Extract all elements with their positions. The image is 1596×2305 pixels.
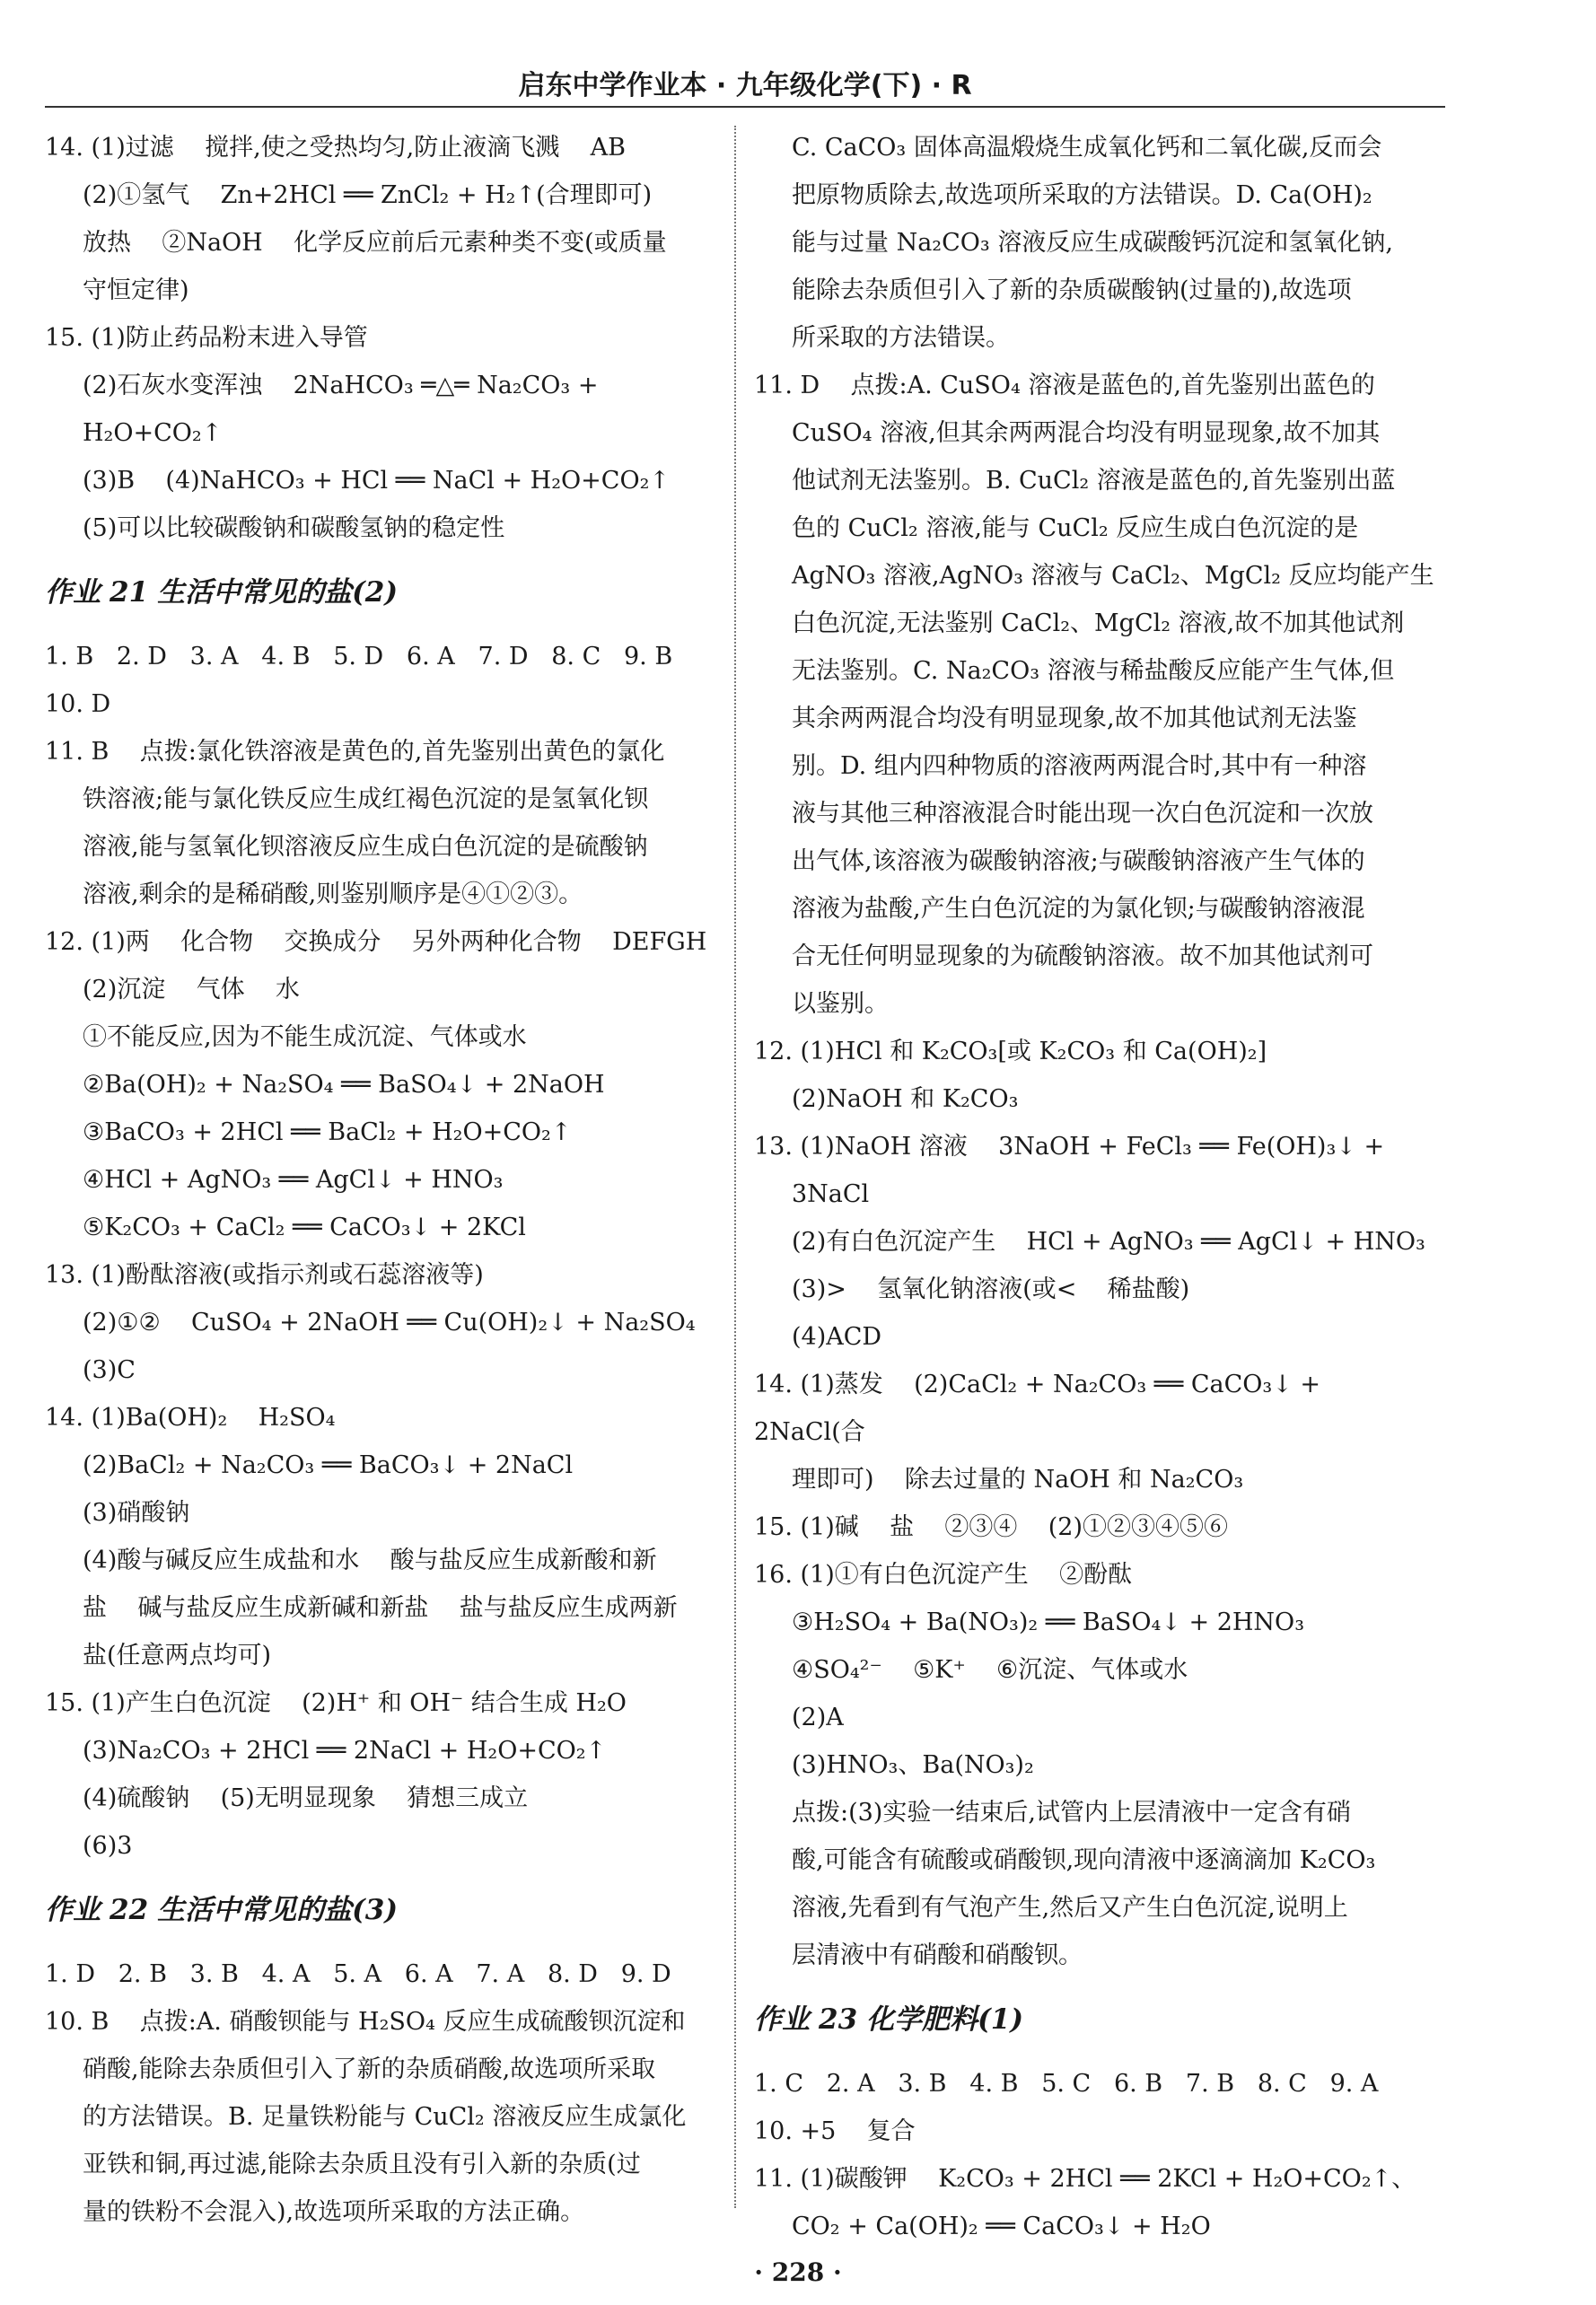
answer-line: 溶液为盐酸,产生白色沉淀的为氯化钡;与碳酸钠溶液混 bbox=[792, 895, 1365, 923]
answer-line: (5)可以比较碳酸钠和碳酸氢钠的稳定性 bbox=[83, 514, 505, 542]
answer-line: 守恒定律) bbox=[83, 276, 189, 304]
answer-line: 12. (1)HCl 和 K₂CO₃[或 K₂CO₃ 和 Ca(OH)₂] bbox=[754, 1038, 1267, 1065]
answer-line: (4)ACD bbox=[792, 1323, 882, 1351]
answer-line: 溶液,先看到有气泡产生,然后又产生白色沉淀,说明上 bbox=[792, 1894, 1348, 1922]
answer-line: 量的铁粉不会混入),故选项所采取的方法正确。 bbox=[83, 2198, 585, 2226]
answer-line: (3)硝酸钠 bbox=[83, 1499, 190, 1527]
answer-line: 溶液,能与氢氧化钡溶液反应生成白色沉淀的是硫酸钠 bbox=[83, 833, 648, 861]
section-number: 21 bbox=[110, 576, 149, 609]
answer-line: 色的 CuCl₂ 溶液,能与 CuCl₂ 反应生成白色沉淀的是 bbox=[792, 514, 1359, 542]
answer-line: (3)B (4)NaHCO₃ + HCl ══ NaCl + H₂O+CO₂↑ bbox=[83, 467, 671, 495]
page-number: · 228 · bbox=[754, 2257, 842, 2287]
answer-line: 1. B 2. D 3. A 4. B 5. D 6. A 7. D 8. C 9. B bbox=[45, 643, 673, 670]
answer-line: (3)> 氢氧化钠溶液(或< 稀盐酸) bbox=[792, 1275, 1190, 1303]
page-header: 启东中学作业本 · 九年级化学(下) · R bbox=[518, 70, 972, 101]
answer-line: ②Ba(OH)₂ + Na₂SO₄ ══ BaSO₄↓ + 2NaOH bbox=[83, 1071, 605, 1099]
answer-line: CuSO₄ 溶液,但其余两两混合均没有明显现象,故不加其 bbox=[792, 419, 1381, 447]
answer-line: 把原物质除去,故选项所采取的方法错误。D. Ca(OH)₂ bbox=[792, 181, 1372, 209]
answer-line: 以鉴别。 bbox=[792, 990, 889, 1018]
answer-line: 无法鉴别。C. Na₂CO₃ 溶液与稀盐酸反应能产生气体,但 bbox=[792, 657, 1395, 685]
answer-line: AgNO₃ 溶液,AgNO₃ 溶液与 CaCl₂、MgCl₂ 反应均能产生 bbox=[792, 562, 1434, 590]
answer-line: (4)酸与碱反应生成盐和水 酸与盐反应生成新酸和新 bbox=[83, 1547, 657, 1574]
section-title: 生活中常见的盐(3) bbox=[157, 1894, 399, 1926]
answer-line: 液与其他三种溶液混合时能出现一次白色沉淀和一次放 bbox=[792, 800, 1373, 828]
answer-line: 点拨:(3)实验一结束后,试管内上层清液中一定含有硝 bbox=[792, 1799, 1351, 1827]
answer-line: 出气体,该溶液为碳酸钠溶液;与碳酸钠溶液产生气体的 bbox=[792, 847, 1365, 875]
answer-line: 盐(任意两点均可) bbox=[83, 1642, 272, 1670]
answer-line: 他试剂无法鉴别。B. CuCl₂ 溶液是蓝色的,首先鉴别出蓝 bbox=[792, 467, 1396, 495]
answer-line: (4)硫酸钠 (5)无明显现象 猜想三成立 bbox=[83, 1784, 529, 1812]
answer-line: 盐 碱与盐反应生成新碱和新盐 盐与盐反应生成两新 bbox=[83, 1594, 678, 1622]
section-number: 22 bbox=[110, 1894, 149, 1926]
answer-line: 15. (1)产生白色沉淀 (2)H⁺ 和 OH⁻ 结合生成 H₂O bbox=[45, 1689, 627, 1717]
section-heading bbox=[754, 1988, 1436, 2051]
answer-line: CO₂ + Ca(OH)₂ ══ CaCO₃↓ + H₂O bbox=[792, 2213, 1211, 2240]
answer-line: 铁溶液;能与氯化铁反应生成红褐色沉淀的是氢氧化钡 bbox=[83, 785, 649, 813]
section-heading bbox=[45, 1879, 727, 1941]
answer-line: 10. D bbox=[45, 690, 111, 718]
column-divider bbox=[734, 126, 736, 2208]
answer-line: 13. (1)NaOH 溶液 3NaOH + FeCl₃ ══ Fe(OH)₃↓ + bbox=[754, 1133, 1385, 1161]
answer-line: 硝酸,能除去杂质但引入了新的杂质硝酸,故选项所采取 bbox=[83, 2055, 656, 2083]
answer-line: 能除去杂质但引入了新的杂质碳酸钠(过量的),故选项 bbox=[792, 276, 1352, 304]
answer-line: 14. (1)Ba(OH)₂ H₂SO₄ bbox=[45, 1404, 336, 1432]
answer-line: (2)BaCl₂ + Na₂CO₃ ══ BaCO₃↓ + 2NaCl bbox=[83, 1451, 574, 1479]
answer-line: (3)Na₂CO₃ + 2HCl ══ 2NaCl + H₂O+CO₂↑ bbox=[83, 1737, 607, 1765]
answer-line: 能与过量 Na₂CO₃ 溶液反应生成碳酸钙沉淀和氢氧化钠, bbox=[792, 229, 1393, 257]
section-heading bbox=[45, 561, 727, 624]
answer-line: 放热 ②NaOH 化学反应前后元素种类不变(或质量 bbox=[83, 229, 667, 257]
answer-line: (6)3 bbox=[83, 1832, 133, 1860]
answer-line: 11. B 点拨:氯化铁溶液是黄色的,首先鉴别出黄色的氯化 bbox=[45, 738, 665, 766]
answer-line: 13. (1)酚酞溶液(或指示剂或石蕊溶液等) bbox=[45, 1261, 484, 1289]
answer-line: 合无任何明显现象的为硫酸钠溶液。故不加其他试剂可 bbox=[792, 942, 1373, 970]
answer-line: 白色沉淀,无法鉴别 CaCl₂、MgCl₂ 溶液,故不加其他试剂 bbox=[792, 609, 1405, 637]
answer-line: (2)①氢气 Zn+2HCl ══ ZnCl₂ + H₂↑(合理即可) bbox=[83, 181, 653, 209]
answer-line: (2)有白色沉淀产生 HCl + AgNO₃ ══ AgCl↓ + HNO₃ bbox=[792, 1228, 1425, 1256]
answer-line: (2)NaOH 和 K₂CO₃ bbox=[792, 1085, 1019, 1113]
answer-line: (2)A bbox=[792, 1704, 844, 1731]
answer-line: 16. (1)①有白色沉淀产生 ②酚酞 bbox=[754, 1561, 1133, 1589]
answer-line: (2)石灰水变浑浊 2NaHCO₃ ═△═ Na₂CO₃ + H₂O+CO₂↑ bbox=[83, 372, 607, 447]
answer-line: ③H₂SO₄ + Ba(NO₃)₂ ══ BaSO₄↓ + 2HNO₃ bbox=[792, 1608, 1305, 1636]
answer-line: ③BaCO₃ + 2HCl ══ BaCl₂ + H₂O+CO₂↑ bbox=[83, 1118, 572, 1146]
answer-line: (3)HNO₃、Ba(NO₃)₂ bbox=[792, 1751, 1034, 1779]
answer-line: (2)①② CuSO₄ + 2NaOH ══ Cu(OH)₂↓ + Na₂SO₄ bbox=[83, 1309, 696, 1337]
answer-line: 11. D 点拨:A. CuSO₄ 溶液是蓝色的,首先鉴别出蓝色的 bbox=[754, 372, 1375, 399]
answer-line: (2)沉淀 气体 水 bbox=[83, 976, 300, 1004]
answer-line: 3NaCl bbox=[792, 1180, 870, 1208]
answer-line: 10. B 点拨:A. 硝酸钡能与 H₂SO₄ 反应生成硫酸钡沉淀和 bbox=[45, 2008, 686, 2036]
answer-line: 15. (1)防止药品粉末进入导管 bbox=[45, 324, 368, 352]
answer-line: 11. (1)碳酸钾 K₂CO₃ + 2HCl ══ 2KCl + H₂O+CO₂↑、 bbox=[754, 2165, 1416, 2193]
answer-line: 其余两两混合均没有明显现象,故不加其他试剂无法鉴 bbox=[792, 705, 1357, 732]
section-title: 化学肥料(1) bbox=[866, 2003, 1024, 2036]
answer-line: ④SO₄²⁻ ⑤K⁺ ⑥沉淀、气体或水 bbox=[792, 1656, 1188, 1684]
section-title: 生活中常见的盐(2) bbox=[157, 576, 399, 609]
answer-line: 14. (1)蒸发 (2)CaCl₂ + Na₂CO₃ ══ CaCO₃↓ + 2NaCl(合 bbox=[754, 1371, 1329, 1446]
right-column bbox=[754, 124, 1436, 2250]
answer-line: C. CaCO₃ 固体高温煅烧生成氧化钙和二氧化碳,反而会 bbox=[792, 134, 1382, 162]
answer-line: 别。D. 组内四种物质的溶液两两混合时,其中有一种溶 bbox=[792, 752, 1367, 780]
answer-line: ④HCl + AgNO₃ ══ AgCl↓ + HNO₃ bbox=[83, 1166, 504, 1194]
header-rule bbox=[45, 106, 1445, 108]
answer-line: 层清液中有硝酸和硝酸钡。 bbox=[792, 1941, 1083, 1969]
answer-line: 1. C 2. A 3. B 4. B 5. C 6. B 7. B 8. C 9. A bbox=[754, 2070, 1379, 2098]
answer-line: 12. (1)两 化合物 交换成分 另外两种化合物 DEFGH bbox=[45, 928, 707, 956]
section-prefix: 作业 bbox=[45, 1894, 101, 1926]
section-prefix: 作业 bbox=[754, 2003, 810, 2036]
answer-line: 14. (1)过滤 搅拌,使之受热均匀,防止液滴飞溅 AB bbox=[45, 134, 626, 162]
answer-line: 溶液,剩余的是稀硝酸,则鉴别顺序是④①②③。 bbox=[83, 881, 583, 908]
section-prefix: 作业 bbox=[45, 576, 101, 609]
answer-line: 1. D 2. B 3. B 4. A 5. A 6. A 7. A 8. D 9. D bbox=[45, 1960, 671, 1988]
answer-line: ①不能反应,因为不能生成沉淀、气体或水 bbox=[83, 1023, 527, 1051]
answer-line: 15. (1)碱 盐 ②③④ (2)①②③④⑤⑥ bbox=[754, 1513, 1229, 1541]
answer-line: (3)C bbox=[83, 1356, 136, 1384]
answer-line: ⑤K₂CO₃ + CaCl₂ ══ CaCO₃↓ + 2KCl bbox=[83, 1214, 526, 1241]
answer-line: 的方法错误。B. 足量铁粉能与 CuCl₂ 溶液反应生成氯化 bbox=[83, 2103, 687, 2131]
answer-line: 酸,可能含有硫酸或硝酸钡,现向清液中逐滴滴加 K₂CO₃ bbox=[792, 1846, 1376, 1874]
left-column bbox=[45, 124, 727, 2236]
answer-line: 所采取的方法错误。 bbox=[792, 324, 1010, 352]
answer-line: 亚铁和铜,再过滤,能除去杂质且没有引入新的杂质(过 bbox=[83, 2151, 641, 2178]
answer-line: 理即可) 除去过量的 NaOH 和 Na₂CO₃ bbox=[792, 1466, 1244, 1494]
answer-line: 10. +5 复合 bbox=[754, 2117, 916, 2145]
section-number: 23 bbox=[819, 2003, 858, 2036]
